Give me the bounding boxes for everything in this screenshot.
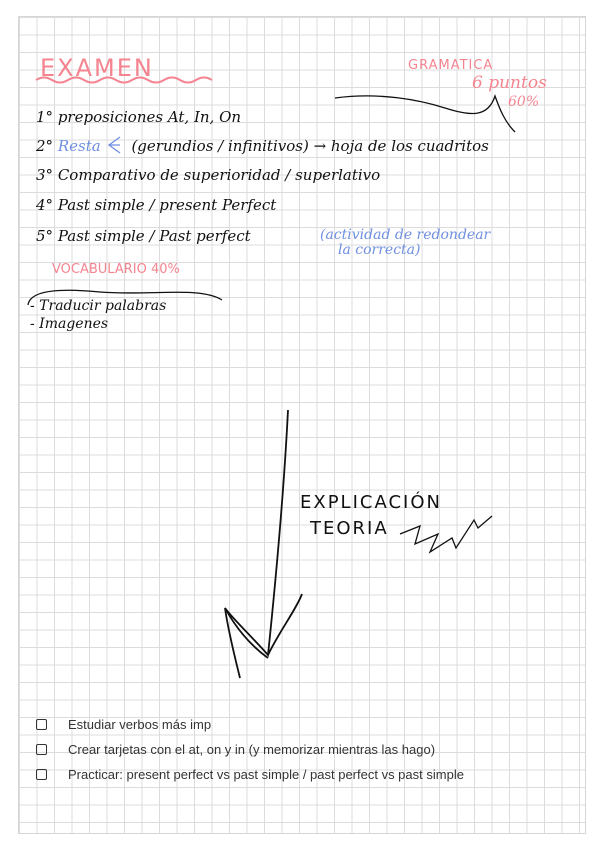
item-text: (gerundios / infinitivos) → hoja de los cuadritos <box>131 137 489 155</box>
item-highlight: Resta <box>57 137 101 155</box>
task-item <box>36 762 464 787</box>
list-item-2 <box>36 137 489 155</box>
explanation-line-2: TEORIA <box>310 518 389 539</box>
task-checklist <box>36 712 464 787</box>
task-label: Crear tarjetas con el at, on y in (y memorizar mientras las hago) <box>68 742 436 757</box>
task-checkbox[interactable] <box>36 719 47 730</box>
list-item-3 <box>36 166 380 184</box>
grammar-percent: 60% <box>508 94 540 110</box>
task-item <box>36 737 464 762</box>
item-text: Past simple / present Perfect <box>57 196 277 214</box>
list-item-5 <box>36 227 251 245</box>
grammar-label: GRAMATICA <box>408 58 494 73</box>
task-label: Estudiar verbos más imp <box>68 717 212 732</box>
item-text: Past simple / Past perfect <box>57 227 251 245</box>
item-number: 1° <box>36 108 54 126</box>
explanation-line-1: EXPLICACIÓN <box>300 492 442 513</box>
vocab-item-2: - Imagenes <box>30 316 109 332</box>
grammar-points: 6 puntos <box>472 73 547 93</box>
item-text: Comparativo de superioridad / superlativo <box>57 166 381 184</box>
list-item-1 <box>36 108 241 126</box>
vocab-item-1: - Traducir palabras <box>30 298 167 314</box>
item-number: 3° <box>36 166 54 184</box>
item-number: 5° <box>36 227 54 245</box>
task-item <box>36 712 464 737</box>
vocab-label: VOCABULARIO 40% <box>52 262 180 277</box>
item-number: 2° <box>36 137 54 155</box>
item-5-note-line-1: (actividad de redondear <box>320 227 491 243</box>
task-label: Practicar: present perfect vs past simple / past perfect vs past simple <box>68 767 464 782</box>
list-item-4 <box>36 196 276 214</box>
task-checkbox[interactable] <box>36 769 47 780</box>
item-text: preposiciones At, In, On <box>57 108 242 126</box>
item-5-note-line-2: la correcta) <box>338 242 421 258</box>
exam-title: EXAMEN <box>40 54 154 82</box>
task-checkbox[interactable] <box>36 744 47 755</box>
item-number: 4° <box>36 196 54 214</box>
